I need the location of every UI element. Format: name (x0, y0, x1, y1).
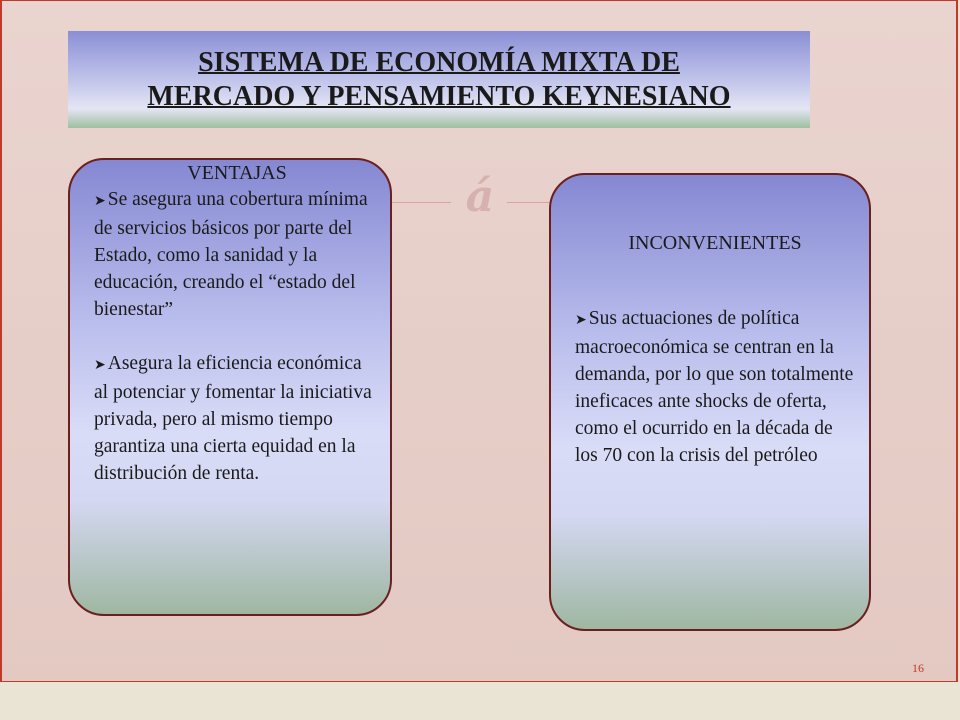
ventajas-item-1-text: Se asegura una cobertura mínima de servicios básicos por parte del Estado, como la sanidad y la educación, creando el “estado del bienestar” (94, 189, 368, 320)
ventajas-heading: VENTAJAS (187, 162, 287, 184)
inconvenientes-item-1-text: Sus actuaciones de política macroeconómica se centran en la demanda, por lo que son totalmente ineficaces ante shocks de oferta, como el ocurrido en la década de los 70 con la crisis del petróleo (575, 308, 854, 466)
title-line-2: MERCADO Y PENSAMIENTO KEYNESIANO (147, 80, 731, 112)
inconvenientes-box (549, 173, 871, 631)
title-line-1: SISTEMA DE ECONOMÍA MIXTA DE (198, 46, 680, 78)
arrow-bullet-icon: ➤ (575, 313, 587, 328)
arrow-bullet-icon: ➤ (94, 194, 106, 209)
page-number: 16 (912, 661, 924, 675)
ventajas-item-2-text: Asegura la eficiencia económica al potenciar y fomentar la iniciativa privada, pero al mismo tiempo garantiza una cierta equidad en la distribución de renta. (94, 353, 372, 484)
arrow-bullet-icon: ➤ (94, 358, 106, 373)
inconvenientes-item-1 (575, 305, 855, 469)
connector-line-right (507, 202, 551, 203)
connector-line-left (389, 202, 451, 203)
ventajas-item-1 (94, 186, 380, 323)
inconvenientes-heading: INCONVENIENTES (628, 232, 802, 254)
ventajas-box (68, 158, 392, 616)
ventajas-item-2 (94, 350, 380, 487)
title-banner (68, 31, 810, 128)
decorative-glyph-icon: á (465, 171, 495, 222)
